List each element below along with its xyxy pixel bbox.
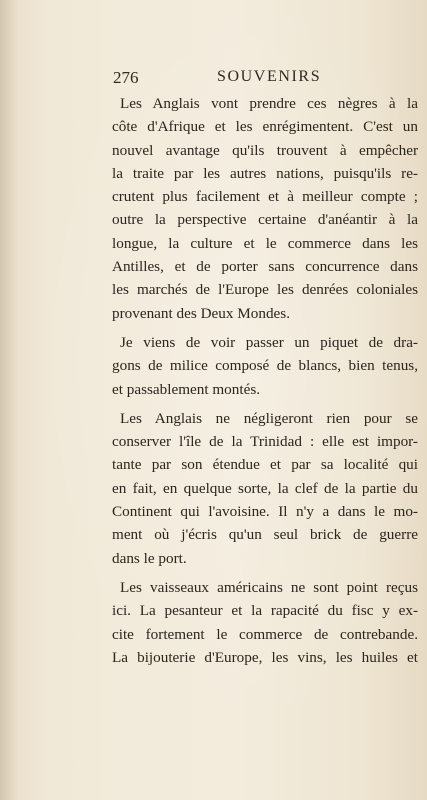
text-line: dans le port. [112, 549, 187, 567]
text-line: la traite par les autres nations, puisqu'ils re- [112, 164, 418, 182]
body-text [112, 92, 418, 675]
text-line: provenant des Deux Mondes. [112, 304, 290, 322]
running-head [113, 68, 418, 90]
text-line: crutent plus facilement et à meilleur compte ; [112, 188, 418, 206]
text-line: Les vaisseaux américains ne sont point reçus [120, 578, 418, 596]
text-line: ment où j'écris qu'un seul brick de guerre [112, 526, 418, 544]
text-line: conserver l'île de la Trinidad : elle est impor- [112, 433, 418, 451]
text-line: Continent qui l'avoisine. Il n'y a dans le mo- [112, 503, 418, 521]
text-line: Les Anglais vont prendre ces nègres à la [120, 95, 418, 112]
text-line: en fait, en quelque sorte, la clef de la partie du [112, 479, 418, 497]
paragraph-1 [112, 92, 418, 325]
text-line: tante par son étendue et par sa localité qui [112, 456, 418, 474]
text-line: La bijouterie d'Europe, les vins, les huiles et [112, 648, 418, 666]
text-line: Antilles, et de porter sans concurrence dans [112, 258, 418, 276]
text-line: les marchés de l'Europe les denrées coloniales [112, 281, 418, 299]
text-line: gons de milice composé de blancs, bien tenus, [112, 357, 418, 375]
gutter-shadow [0, 0, 18, 800]
text-line: cite fortement le commerce de contrebande. [112, 625, 418, 643]
text-line: nouvel avantage qu'ils trouvent à empêcher [112, 141, 418, 159]
text-line: longue, la culture et le commerce dans les [112, 234, 418, 252]
text-line: Les Anglais ne négligeront rien pour se [120, 409, 418, 427]
text-line: Je viens de voir passer un piquet de dra- [120, 333, 418, 351]
text-line: ici. La pesanteur et la rapacité du fisc y ex- [112, 602, 418, 620]
running-title: SOUVENIRS [217, 68, 322, 85]
paragraph-2 [112, 331, 418, 401]
text-line: côte d'Afrique et les enrégimentent. C'est un [112, 118, 418, 136]
text-line: et passablement montés. [112, 380, 261, 398]
paragraph-3 [112, 407, 418, 570]
text-line: outre la perspective certaine d'anéantir à la [112, 211, 418, 229]
page-number: 276 [113, 68, 139, 87]
paragraph-4 [112, 576, 418, 669]
